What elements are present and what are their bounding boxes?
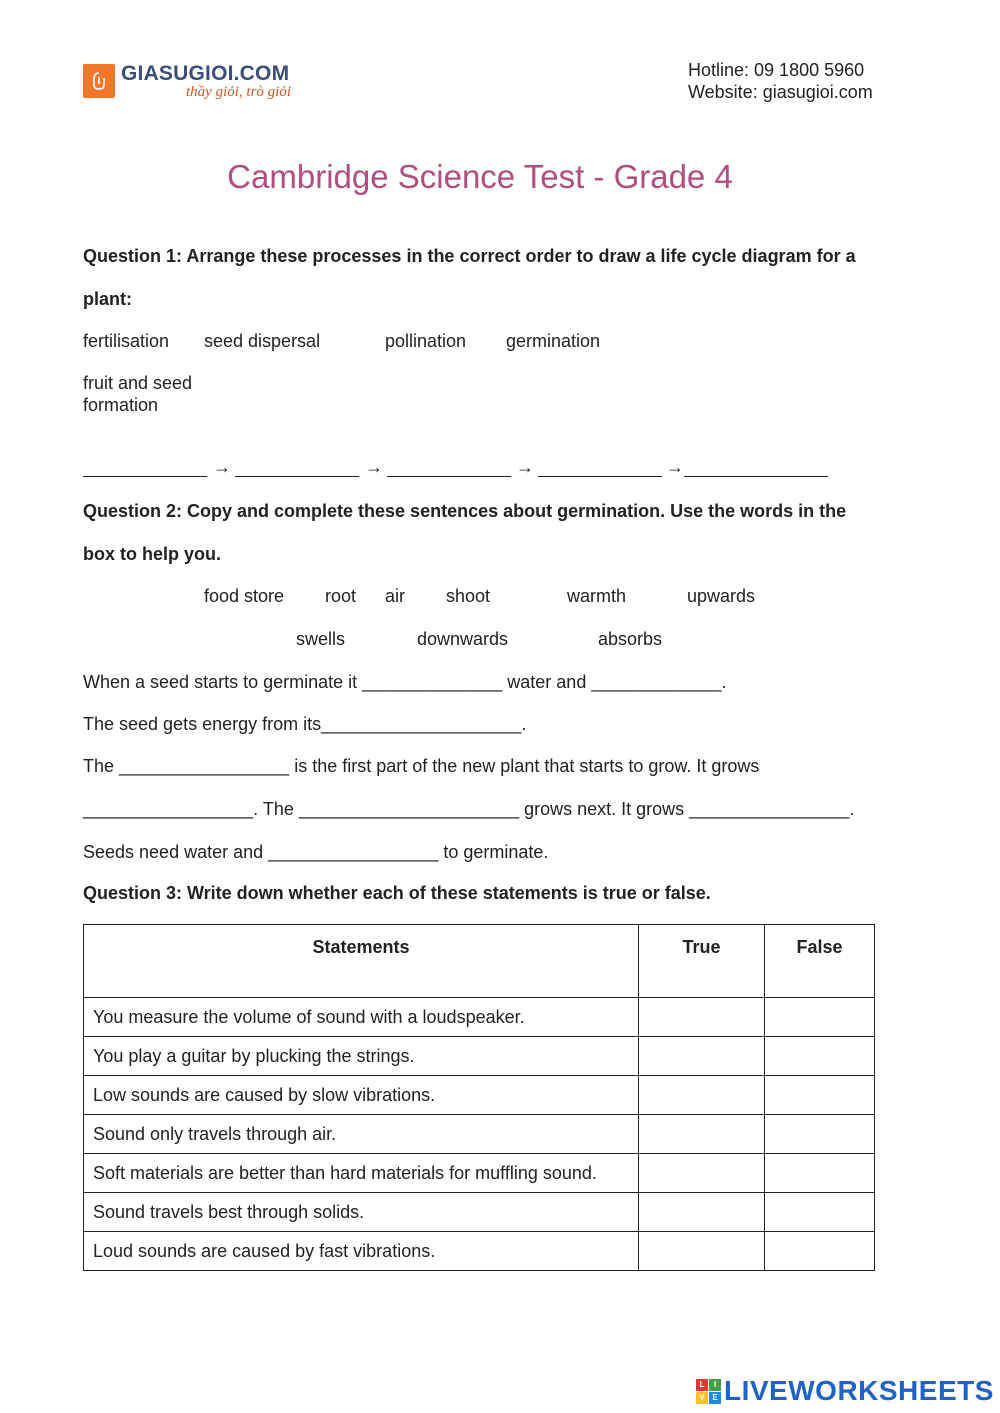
- table-row: [84, 1076, 875, 1115]
- page-title: Cambridge Science Test - Grade 4: [227, 158, 733, 195]
- table-row: [84, 1154, 875, 1193]
- answer-blank[interactable]: [684, 458, 828, 477]
- answer-blank[interactable]: [83, 458, 207, 477]
- true-cell[interactable]: [639, 1115, 765, 1154]
- col-statements: Statements: [84, 925, 639, 998]
- statement-cell: Soft materials are better than hard materials for muffling sound.: [84, 1154, 639, 1193]
- q1-option: fertilisation: [83, 331, 170, 351]
- q1-option: formation: [83, 395, 159, 415]
- true-cell[interactable]: [639, 1154, 765, 1193]
- logo-tagline: thầy giỏi, trò giỏi: [186, 84, 291, 100]
- word-box-item: upwards: [687, 586, 756, 606]
- col-false: False: [765, 925, 875, 998]
- statement-cell: Sound travels best through solids.: [84, 1193, 639, 1232]
- word-box-item: food store: [204, 586, 285, 606]
- q1-heading-line1: Question 1: Arrange these processes in the correct order to draw a life cycle diagram for a: [83, 246, 856, 266]
- table-row: [84, 998, 875, 1037]
- logo-icon: [83, 64, 115, 98]
- word-box-item: air: [385, 586, 406, 606]
- answer-blank[interactable]: [235, 458, 359, 477]
- true-false-table: [83, 924, 875, 1271]
- col-true: True: [639, 925, 765, 998]
- q1-heading-line2: plant:: [83, 289, 132, 309]
- table-header-row: [84, 925, 875, 998]
- word-box-item: warmth: [567, 586, 627, 606]
- table-row: [84, 1115, 875, 1154]
- false-cell[interactable]: [765, 1037, 875, 1076]
- liveworksheets-watermark: [696, 1375, 994, 1407]
- arrow-icon: →: [516, 457, 534, 477]
- q1-option: pollination: [385, 331, 467, 351]
- false-cell[interactable]: [765, 1115, 875, 1154]
- true-cell[interactable]: [639, 1037, 765, 1076]
- true-cell[interactable]: [639, 1193, 765, 1232]
- q2-sentence[interactable]: _________________. The ______________________ grows next. It grows ________________.: [83, 799, 855, 819]
- statement-cell: Low sounds are caused by slow vibrations.: [84, 1076, 639, 1115]
- table-row: [84, 1193, 875, 1232]
- table-row: [84, 1037, 875, 1076]
- phone-book-icon: [90, 70, 108, 92]
- q2-sentence[interactable]: The seed gets energy from its____________________.: [83, 714, 527, 734]
- true-cell[interactable]: [639, 998, 765, 1037]
- liveworksheets-badge-icon: L I V E: [696, 1379, 721, 1404]
- true-cell[interactable]: [639, 1232, 765, 1271]
- answer-blank[interactable]: [387, 458, 511, 477]
- q2-sentence[interactable]: The _________________ is the first part of the new plant that starts to grow. It grows: [83, 756, 760, 776]
- word-box-item: root: [325, 586, 357, 606]
- q2-heading-line1: Question 2: Copy and complete these sentences about germination. Use the words in the: [83, 501, 847, 521]
- word-box-item: downwards: [417, 629, 509, 649]
- statement-cell: Loud sounds are caused by fast vibrations.: [84, 1232, 639, 1271]
- arrow-icon: →: [365, 457, 383, 477]
- q2-sentence[interactable]: When a seed starts to germinate it ______________ water and _____________.: [83, 672, 727, 692]
- false-cell[interactable]: [765, 1232, 875, 1271]
- q1-option: fruit and seed: [83, 373, 193, 393]
- liveworksheets-text: LIVEWORKSHEETS: [724, 1375, 994, 1406]
- q1-option: germination: [506, 331, 601, 351]
- word-box-item: absorbs: [598, 629, 663, 649]
- arrow-icon: →: [213, 457, 231, 477]
- false-cell[interactable]: [765, 1193, 875, 1232]
- arrow-icon: →: [666, 457, 684, 477]
- statement-cell: Sound only travels through air.: [84, 1115, 639, 1154]
- false-cell[interactable]: [765, 998, 875, 1037]
- q2-heading-line2: box to help you.: [83, 544, 221, 564]
- q1-option: seed dispersal: [204, 331, 321, 351]
- word-box-item: shoot: [446, 586, 491, 606]
- word-box-item: swells: [296, 629, 346, 649]
- q3-heading: Question 3: Write down whether each of these statements is true or false.: [83, 883, 711, 903]
- hotline: Hotline: 09 1800 5960: [688, 60, 865, 80]
- answer-blank[interactable]: [538, 458, 662, 477]
- false-cell[interactable]: [765, 1154, 875, 1193]
- website: Website: giasugioi.com: [688, 82, 873, 102]
- statement-cell: You measure the volume of sound with a loudspeaker.: [84, 998, 639, 1037]
- true-cell[interactable]: [639, 1076, 765, 1115]
- q2-sentence[interactable]: Seeds need water and _________________ to germinate.: [83, 842, 549, 862]
- statement-cell: You play a guitar by plucking the strings.: [84, 1037, 639, 1076]
- false-cell[interactable]: [765, 1076, 875, 1115]
- logo-name: GIASUGIOI.COM: [121, 62, 290, 85]
- table-row: [84, 1232, 875, 1271]
